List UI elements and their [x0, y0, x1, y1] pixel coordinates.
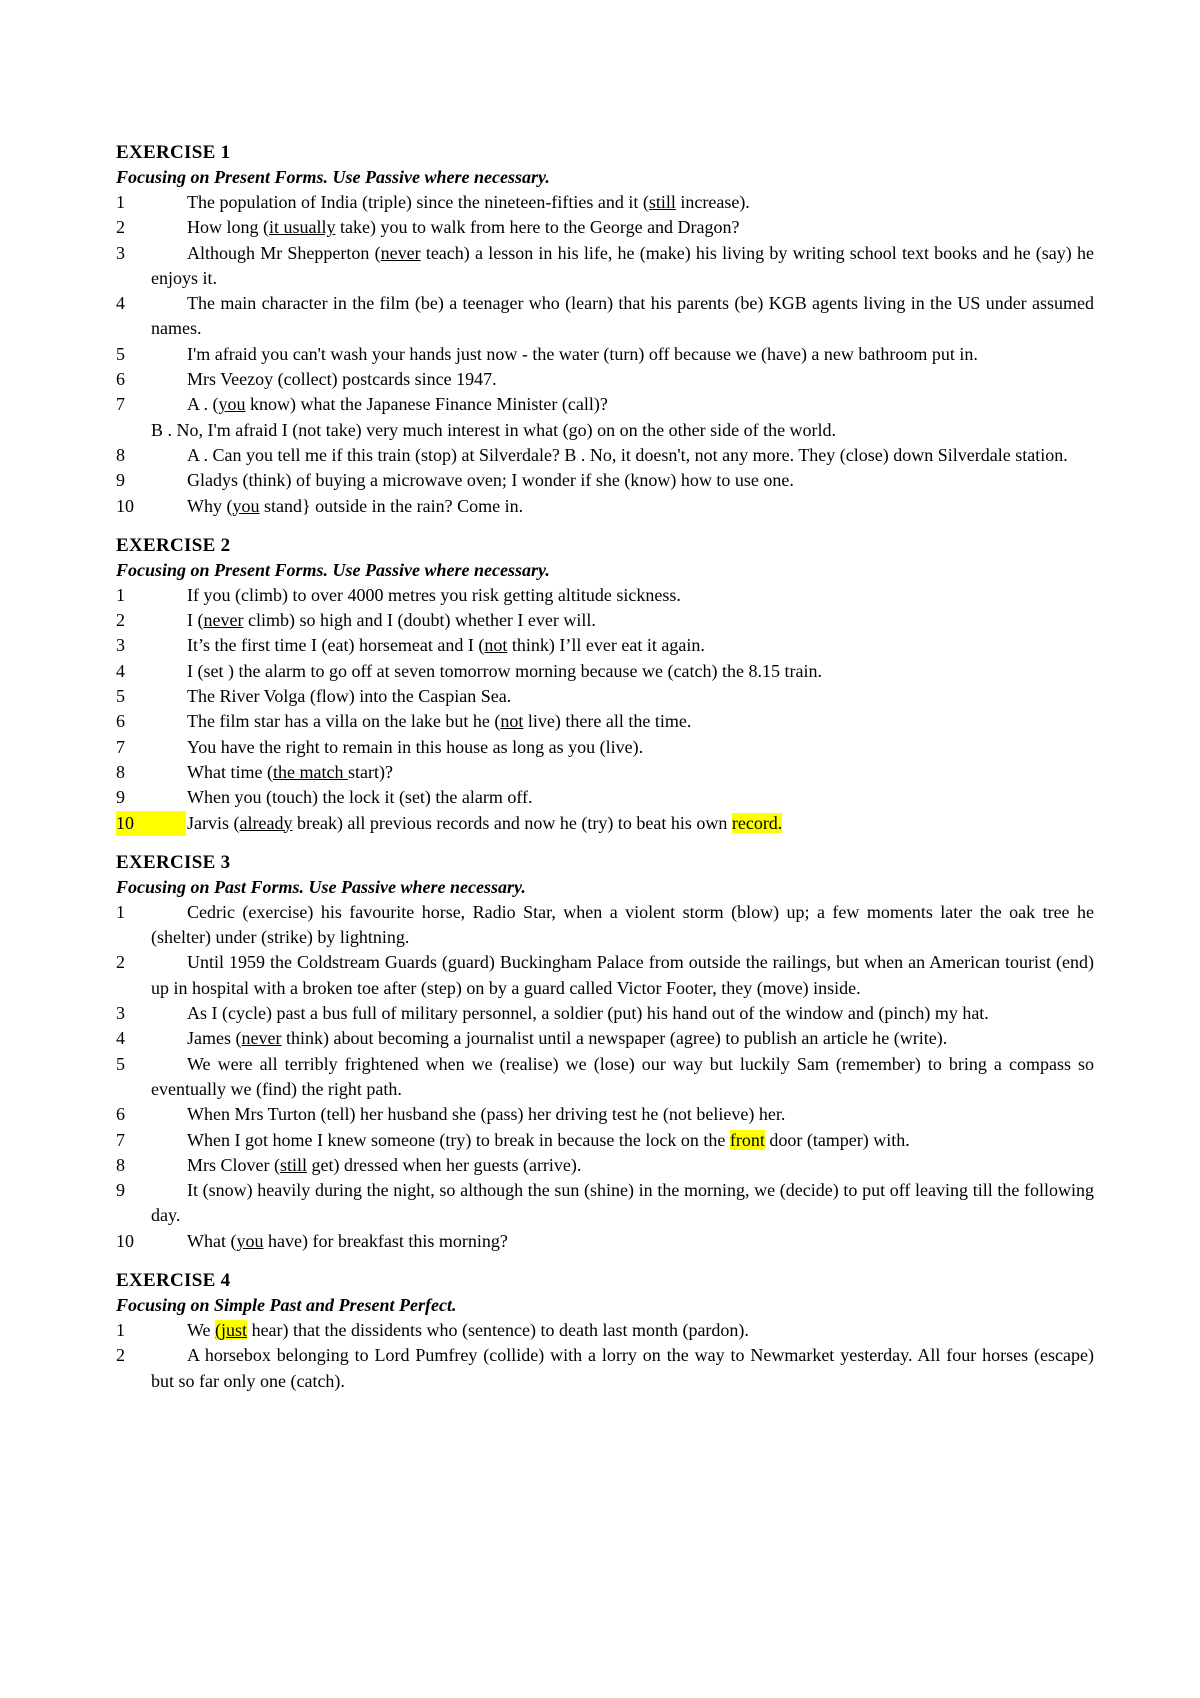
exercise-section: [116, 533, 1094, 836]
item-number: 2: [116, 217, 125, 238]
exercise-item: [116, 392, 1094, 443]
item-text: get) dressed when her guests (arrive).: [307, 1154, 582, 1175]
item-text: The main character in the film (be) a teenager who (learn) that his parents (be) KGB agents living in the US under assumed names.: [151, 293, 1094, 339]
exercise-item: [116, 342, 1094, 367]
exercise-item: [116, 583, 1094, 608]
underlined-word: not: [484, 635, 508, 656]
item-continuation: B . No, I'm afraid I (not take) very much interest in what (go) on on the other side of the world.: [151, 419, 837, 440]
item-text: What time (: [187, 761, 273, 782]
highlighted-text: front: [729, 1129, 765, 1150]
item-text: break) all previous records and now he (try) to beat his own: [292, 812, 732, 833]
exercise-item-list: [116, 900, 1094, 1254]
underlined-word: never: [380, 242, 421, 263]
item-text: The population of India (triple) since the nineteen-fifties and it (: [187, 192, 649, 212]
exercise-item: [116, 1343, 1094, 1394]
item-text: The film star has a villa on the lake but he (: [187, 711, 501, 732]
exercise-section: [116, 850, 1094, 1254]
item-number: 5: [116, 686, 125, 707]
underlined-word: the match: [272, 761, 348, 782]
item-number: 6: [116, 369, 125, 390]
item-number: 10: [116, 1230, 134, 1251]
exercise-item: [116, 1318, 1094, 1343]
exercise-section: [116, 1268, 1094, 1394]
underlined-word: it usually: [269, 217, 336, 238]
exercise-item: [116, 633, 1094, 658]
underlined-word: still: [648, 192, 676, 212]
item-number: 4: [116, 660, 125, 681]
item-text: What (: [187, 1230, 237, 1251]
exercise-item: [116, 950, 1094, 1001]
exercise-title: EXERCISE 4: [116, 1269, 231, 1291]
item-text: I (set ) the alarm to go off at seven tomorrow morning because we (catch) the 8.15 train.: [187, 660, 822, 681]
item-number: 3: [116, 635, 125, 656]
item-number: 7: [116, 736, 125, 757]
exercise-instructions: Focusing on Past Forms. Use Passive where necessary.: [116, 876, 526, 897]
exercise-item: [116, 443, 1094, 468]
item-number: 7: [116, 394, 125, 415]
item-number: 4: [116, 1028, 125, 1049]
exercise-item: [116, 1026, 1094, 1051]
item-text: increase).: [675, 192, 750, 212]
item-number: 10: [116, 495, 134, 516]
underlined-word: never: [241, 1028, 282, 1049]
item-text: stand} outside in the rain? Come in.: [259, 495, 524, 516]
item-text: think) I’ll ever eat it again.: [507, 635, 705, 656]
item-number: 9: [116, 1180, 125, 1201]
item-text: think) about becoming a journalist until a newspaper (agree) to publish an article he (write).: [281, 1028, 948, 1049]
exercise-item: [116, 811, 1094, 836]
item-text: Although Mr Shepperton (: [187, 242, 381, 263]
item-number: 5: [116, 1053, 125, 1074]
item-number: 8: [116, 444, 125, 465]
underlined-word: not: [500, 711, 524, 732]
item-text: Gladys (think) of buying a microwave oven; I wonder if she (know) how to use one.: [187, 470, 794, 491]
item-text: know) what the Japanese Finance Minister (call)?: [245, 394, 608, 415]
item-text: James (: [187, 1028, 242, 1049]
exercise-item-list: [116, 583, 1094, 836]
exercise-item: [116, 468, 1094, 493]
item-text: A . (: [187, 394, 219, 415]
exercise-title: EXERCISE 2: [116, 534, 231, 556]
exercise-item: [116, 684, 1094, 709]
exercise-item: [116, 1128, 1094, 1153]
item-text: How long (: [187, 217, 269, 238]
item-text: Until 1959 the Coldstream Guards (guard) Buckingham Palace from outside the railings, but when an American tourist (end) up in hospital with a broken toe after (step) on by a guard called Victor Footer, they (move) inside.: [151, 952, 1094, 998]
item-number: 2: [116, 1345, 125, 1366]
item-text: Cedric (exercise) his favourite horse, Radio Star, when a violent storm (blow) up; a few moments later the oak tree he (shelter) under (strike) by lightning.: [151, 901, 1094, 948]
item-number: 10: [116, 811, 186, 836]
item-text: A . Can you tell me if this train (stop) at Silverdale? B . No, it doesn't, not any more. They (close) down Silverdale station.: [187, 444, 1068, 465]
exercise-item: [116, 659, 1094, 684]
item-number: 8: [116, 761, 125, 782]
exercise-item-list: [116, 1318, 1094, 1394]
exercise-title: EXERCISE 1: [116, 142, 231, 163]
exercise-item: [116, 1102, 1094, 1127]
item-number: 1: [116, 901, 125, 922]
item-text: It (snow) heavily during the night, so although the sun (shine) in the morning, we (decide) to put off leaving till the following day.: [151, 1180, 1094, 1226]
exercise-instructions: Focusing on Present Forms. Use Passive where necessary.: [116, 559, 550, 580]
underlined-word: you: [218, 394, 246, 415]
item-text: It’s the first time I (eat) horsemeat and I (: [187, 635, 485, 656]
item-number: 6: [116, 1104, 125, 1125]
item-text: I'm afraid you can't wash your hands just now - the water (turn) off because we (have) a new bathroom put in.: [187, 343, 978, 364]
exercise-item: [116, 190, 1094, 215]
item-text: A horsebox belonging to Lord Pumfrey (collide) with a lorry on the way to Newmarket yesterday. All four horses (escape) but so far only one (catch).: [151, 1345, 1094, 1391]
item-text: I (: [187, 610, 204, 631]
item-text: Jarvis (: [187, 812, 240, 833]
item-number: 1: [116, 1319, 125, 1340]
item-number: 9: [116, 470, 125, 491]
underlined-word: (just: [215, 1319, 248, 1340]
underlined-word: already: [239, 812, 293, 833]
exercise-item: [116, 760, 1094, 785]
exercise-section: [116, 140, 1094, 519]
underlined-word: still: [280, 1154, 308, 1175]
document-page: [116, 140, 1094, 1408]
exercise-instructions: Focusing on Present Forms. Use Passive where necessary.: [116, 167, 550, 187]
exercise-item: [116, 709, 1094, 734]
item-text: When I got home I knew someone (try) to break in because the lock on the: [187, 1129, 730, 1150]
item-text: If you (climb) to over 4000 metres you risk getting altitude sickness.: [187, 584, 681, 605]
exercise-item: [116, 1001, 1094, 1026]
exercise-item: [116, 1052, 1094, 1103]
item-text: have) for breakfast this morning?: [263, 1230, 508, 1251]
item-number: 5: [116, 343, 125, 364]
item-number: 4: [116, 293, 125, 314]
item-number: 9: [116, 787, 125, 808]
item-text: Why (: [187, 495, 233, 516]
exercise-item: [116, 1153, 1094, 1178]
item-number: 2: [116, 952, 125, 973]
exercise-title: EXERCISE 3: [116, 851, 231, 873]
exercise-item: [116, 494, 1094, 519]
item-text: start)?: [347, 761, 393, 782]
item-number: 2: [116, 610, 125, 631]
underlined-word: never: [203, 610, 244, 631]
item-text: The River Volga (flow) into the Caspian Sea.: [187, 686, 512, 707]
exercise-item: [116, 367, 1094, 392]
item-text: When Mrs Turton (tell) her husband she (pass) her driving test he (not believe) her.: [187, 1104, 786, 1125]
item-text: hear) that the dissidents who (sentence) to death last month (pardon).: [247, 1319, 749, 1340]
exercise-item: [116, 241, 1094, 292]
highlighted-text: record.: [731, 812, 783, 833]
item-number: 7: [116, 1129, 125, 1150]
item-text: When you (touch) the lock it (set) the alarm off.: [187, 787, 533, 808]
item-number: 1: [116, 192, 125, 212]
item-number: 3: [116, 1003, 125, 1024]
item-text: You have the right to remain in this house as long as you (live).: [187, 736, 644, 757]
exercise-item: [116, 1178, 1094, 1229]
item-text: We: [187, 1319, 216, 1340]
item-text: We were all terribly frightened when we (realise) we (lose) our way but luckily Sam (remember) to bring a compass so eventually we (find) the right path.: [151, 1053, 1094, 1099]
underlined-word: you: [236, 1230, 264, 1251]
item-text: Mrs Veezoy (collect) postcards since 1947.: [187, 369, 497, 390]
item-number: 3: [116, 242, 125, 263]
item-text: door (tamper) with.: [764, 1129, 910, 1150]
item-text: climb) so high and I (doubt) whether I ever will.: [243, 610, 596, 631]
exercise-item-list: [116, 190, 1094, 519]
item-number: 8: [116, 1154, 125, 1175]
exercise-instructions: Focusing on Simple Past and Present Perfect.: [116, 1294, 457, 1315]
exercise-item: [116, 735, 1094, 760]
item-text: live) there all the time.: [523, 711, 692, 732]
underlined-word: you: [232, 495, 260, 516]
item-text: take) you to walk from here to the George and Dragon?: [335, 217, 740, 238]
exercise-item: [116, 900, 1094, 951]
item-number: 6: [116, 711, 125, 732]
exercise-item: [116, 215, 1094, 240]
item-text: teach) a lesson in his life, he (make) his living by writing school text books and he (say) he enjoys it.: [151, 242, 1094, 288]
item-text: Mrs Clover (: [187, 1154, 280, 1175]
exercise-item: [116, 785, 1094, 810]
item-text: As I (cycle) past a bus full of military personnel, a soldier (put) his hand out of the window and (pinch) my hat.: [187, 1003, 989, 1024]
exercise-item: [116, 1229, 1094, 1254]
exercise-item: [116, 608, 1094, 633]
exercise-item: [116, 291, 1094, 342]
item-number: 1: [116, 584, 125, 605]
